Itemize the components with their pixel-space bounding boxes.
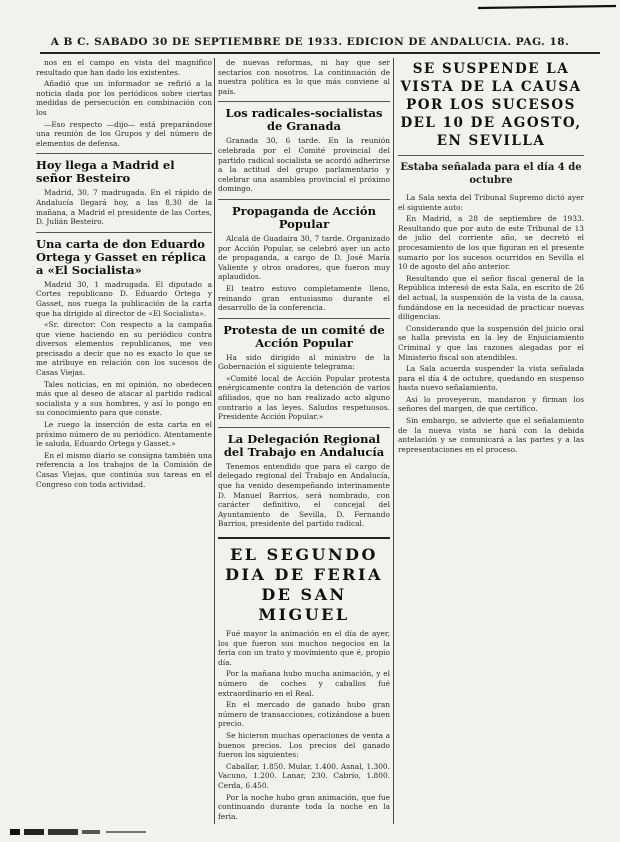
headline-ortega-gasset: Una carta de don Eduardo Ortega y Gasset en réplica a «El Socialista» (36, 236, 207, 277)
subheadline: Estaba señalada para el día 4 de octubre (400, 162, 582, 186)
paragraph: El teatro estuvo completamente lleno, reinando gran entusiasmo durante el desarrollo de la conferencia. (218, 283, 390, 313)
divider (36, 232, 212, 233)
paragraph: Fué mayor la animación en el día de ayer, los que fueron sus muchos negocios en la feria con un trato y movimiento que é, propio día. (218, 629, 390, 667)
column-3 (398, 58, 584, 828)
paragraph: Ha sido dirigido al ministro de la Gobernación el siguiente telegrama: (218, 352, 390, 372)
headline-besteiro: Hoy llega a Madrid el señor Besteiro (36, 158, 175, 186)
column-2 (218, 58, 390, 828)
paragraph: Así lo proveyeron, mandaron y firman los señores del margen, de que certifico. (398, 394, 584, 414)
header-decoration (478, 4, 616, 12)
divider (218, 199, 390, 200)
divider (398, 155, 584, 156)
paragraph: Caballar, 1.850. Mular, 1.400. Asnal, 1.300. Vacuno, 1.200. Lanar, 230. Cabrío, 1.800. Cerda, 6.450. (218, 761, 390, 790)
paragraph: —Eso respecto —dijo— está preparándose una reunión de los Grupos y del número de elementos de defensa. (36, 119, 212, 148)
paragraph: «Sr. director: Con respecto a la campaña que viene haciendo en su periódico contra diversos elementos republicanos, me veo precisado a decir que no es exacto lo que se me atribuye en relación con los sucesos de Casas Viejas. (36, 320, 212, 378)
paragraph: La Sala acuerda suspender la vista señalada para el día 4 de octubre, quedando en suspenso hasta nuevo señalamiento. (398, 364, 584, 393)
banner-suspende-vista: SE SUSPENDE LA VISTA DE LA CAUSA POR LOS SUCESOS DEL 10 DE AGOSTO, EN SEVILLA (400, 61, 582, 149)
paragraph: Considerando que la suspensión del juicio oral se halla prevista en la ley de Enjuiciamiento Criminal y que las razones alegadas por el Ministerio fiscal son atendibles. (398, 323, 584, 362)
paragraph: En el mercado de ganado hubo gran número de transacciones, cotizándose a buen precio. (218, 700, 390, 729)
scan-edge-strip (10, 828, 210, 836)
column-1 (36, 58, 212, 828)
paragraph: Madrid 30, 1 madrugada. El diputado a Cortes republicano D. Eduardo Ortega y Gasset, nos ruega la publicación de la carta que ha dirigido al director de «El Socialista». (36, 279, 212, 318)
paragraph: Tenemos entendido que para el cargo de delegado regional del Trabajo en Andalucía, que ha venido desempeñando interinamente D. Manuel Barrios, será nombrado, con carácter definitivo, el concejal del Ayuntamiento de Sevilla, D. Fernando Barrios, presidente del partido radical. (218, 461, 390, 529)
paragraph: Se hicieron muchas operaciones de venta a buenos precios. Los precios del ganado fueron los siguientes: (218, 730, 390, 760)
headline-radicales-granada: Los radicales-socialistas de Granada (225, 106, 383, 134)
headline-delegacion: La Delegación Regional del Trabajo en Andalucía (223, 431, 385, 459)
paragraph: Alcalá de Guadaira 30, 7 tarde. Organizado por Acción Popular, se celebró ayer un acto de propaganda, a cargo de D. José María Valiente y otros oradores, que fueron muy aplaudidos. (218, 233, 390, 282)
headline-propaganda: Propaganda de Acción Popular (232, 203, 376, 231)
paragraph: Madrid, 30, 7 madrugada. En el rápido de Andalucía llegará hoy, a las 8,30 de la mañana, a Madrid el presidente de las Cortes, D. Julián Besteiro. (36, 188, 212, 227)
paragraph: nos en el campo en vista del magnifico resultado que han dado los existentes. (36, 58, 212, 77)
page-header: A B C. SABADO 30 DE SEPTIEMBRE DE 1933. EDICION DE ANDALUCIA. PAG. 18. (50, 36, 570, 48)
paragraph: En el mismo diario se consigna también una referencia a los trabajos de la Comisión de Casas Viejas, que continúa sus tareas en el Congreso con toda actividad. (36, 450, 212, 489)
paragraph: Añadió que un informador se refirió a la noticia dada por los periódicos sobre ciertas medidas de persecución en combinación con los (36, 79, 212, 117)
paragraph: Granada 30, 6 tarde. En la reunión celebrada por el Comité provincial del partido radical socialista se acordó adherirse a la actitud del grupo parlamentario y celebrar una asamblea provincial el próximo domingo. (218, 136, 390, 194)
paragraph: de nuevas reformas, ni hay que ser sectarios con nosotros. La continuación de nuestra política es lo que más conviene al país. (218, 58, 390, 96)
paragraph: Por la noche hubo gran animación, que fue continuando durante toda la noche en la feria. (218, 792, 390, 821)
paragraph: Le ruego la inserción de esta carta en el próximo número de su periódico. Atentamente le saluda, Eduardo Ortega y Gasset.» (36, 420, 212, 449)
paragraph: Tales noticias, en mi opinión, no obedecen más que al deseo de atacar al partido radical socialista y a sus hombres, y así lo pongo en su conocimiento para que conste. (36, 379, 212, 418)
paragraph: Por la mañana hubo mucha animación, y el número de coches y caballos fué extraordinario en el Real. (218, 669, 390, 698)
paragraph: En Madrid, a 28 de septiembre de 1933. Resultando que por auto de este Tribunal de 13 de julio del corriente año, se decretó el procesamiento de los que figuran en el presente sumario por los sucesos ocurridos en Sevilla el 10 de agosto del año anterior. (398, 214, 584, 272)
column-divider (214, 58, 215, 824)
divider (36, 153, 212, 154)
headline-protesta: Protesta de un comité de Acción Popular (223, 322, 385, 350)
paragraph: «Comité local de Acción Popular protesta enérgicamente contra la detención de varios afiliados, que no han realizado acto alguno contrario a las leyes. Saludos respetuosos. Presidente Acción Popular.» (218, 373, 390, 422)
header-rule (40, 52, 600, 54)
paragraph: Sin embargo, se advierte que el señalamiento de la nueva vista se hará con la debida antelación y se comunicará a las partes y a las representaciones en el proceso. (398, 416, 584, 454)
paragraph: La Sala sexta del Tribunal Supremo dictó ayer el siguiente auto: (398, 193, 584, 212)
paragraph: Resultando que el señor fiscal general de la República interesó de esta Sala, en escrito de 26 del actual, la suspensión de la vista de la causa, fundándose en la necesidad de practicar nuevas diligencias. (398, 273, 584, 322)
divider (218, 101, 390, 102)
column-divider (393, 58, 394, 824)
banner-feria: EL SEGUNDO DIA DE FERIA DE SAN MIGUEL (218, 537, 390, 625)
divider (218, 318, 390, 319)
divider (218, 427, 390, 428)
